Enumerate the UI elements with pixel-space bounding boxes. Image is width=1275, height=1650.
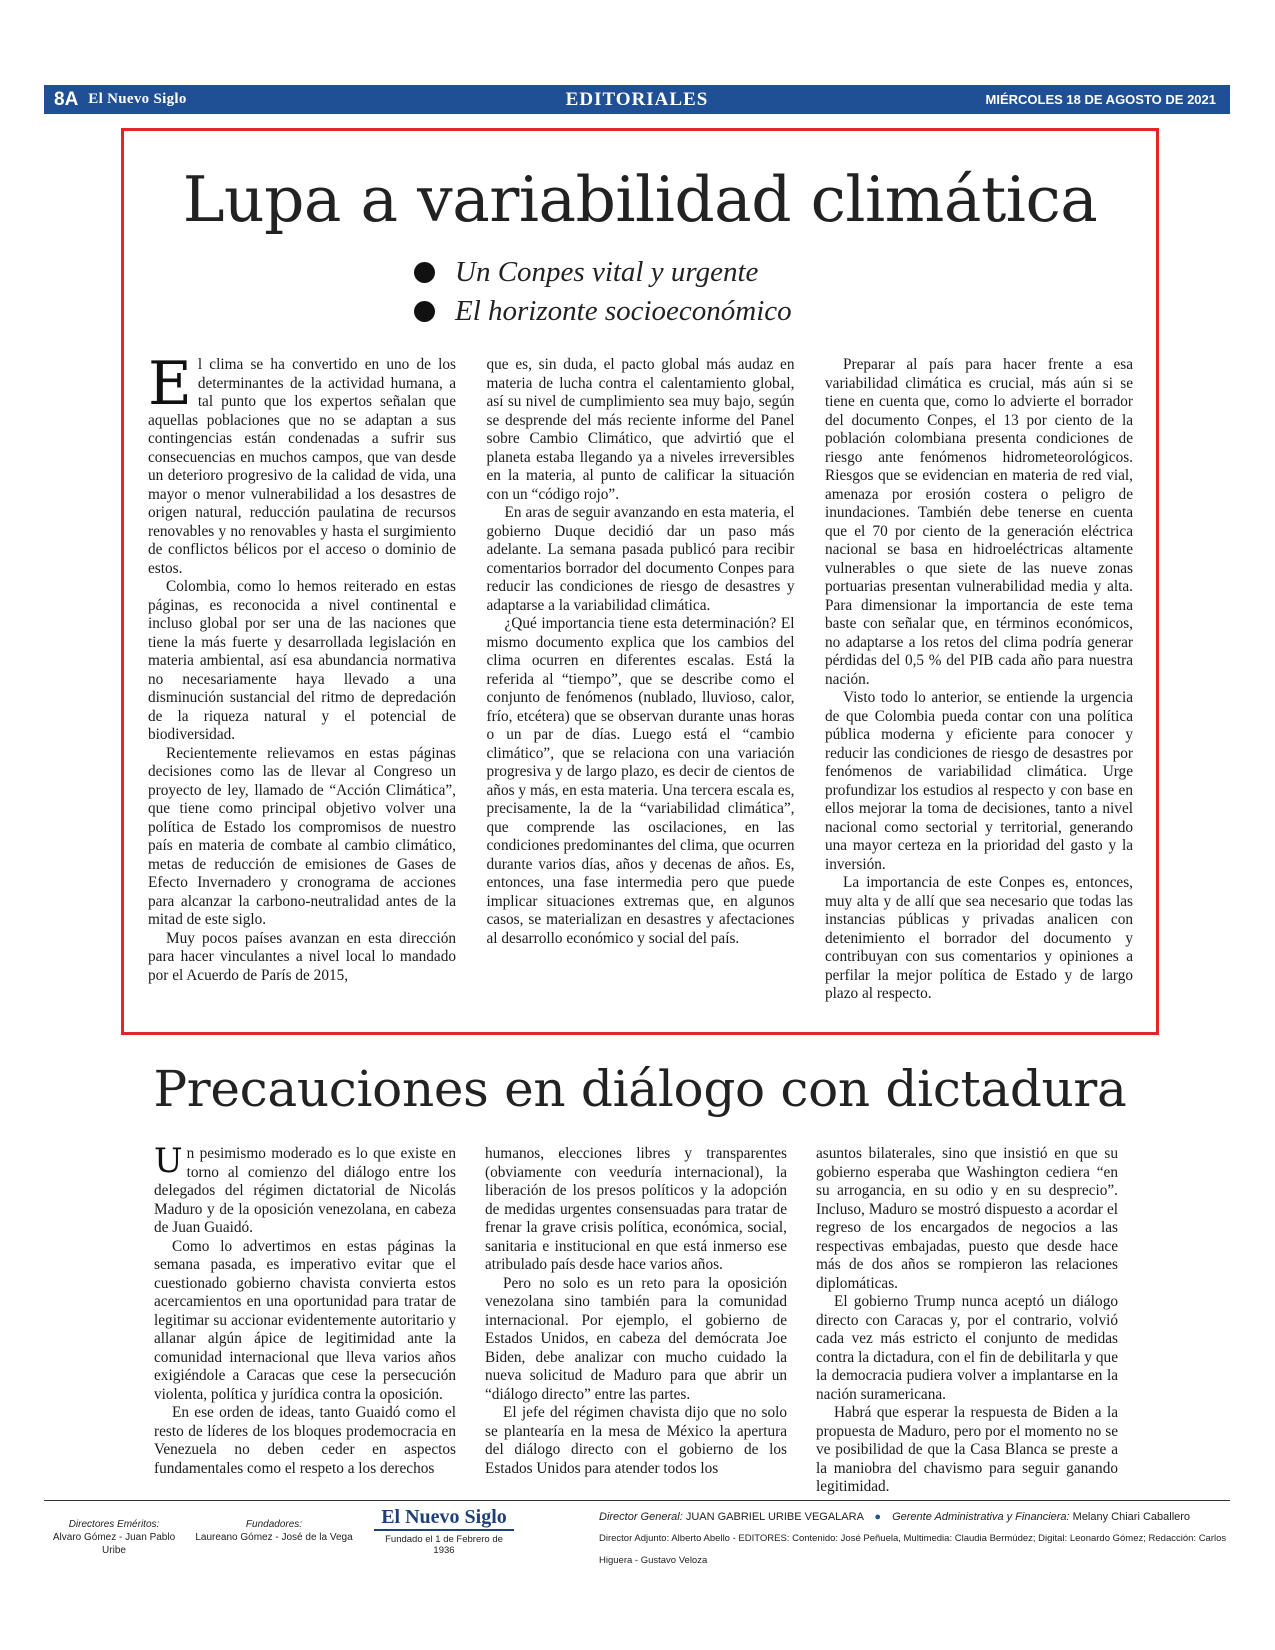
paragraph: que es, sin duda, el pacto global más audaz en materia de lucha contra el calentamiento global, así su nivel de cumplimiento sea muy bajo, según se desprende del más reciente informe del Panel sobre Cambio Climático, que advirtió que el planeta estaba llegando ya a niveles irreversibles en la materia, al punto de calificar la situación con un “código rojo”. — [486, 356, 795, 503]
drop-cap: E — [148, 349, 192, 419]
editorial-climate-box — [121, 128, 1159, 1035]
newspaper-brand: El Nuevo Siglo — [88, 91, 187, 107]
bullet-dot-icon: ● — [874, 1511, 882, 1523]
paragraph: En ese orden de ideas, tanto Guaidó como el resto de líderes de los bloques prodemocracia en Venezuela no deben ceder en aspectos fundamentales como el respeto a los derechos — [154, 1404, 456, 1477]
subhead-item: El horizonte socioeconómico — [414, 292, 792, 331]
paragraph: Preparar al país para hacer frente a esa variabilidad climática es crucial, más aún si se tiene en cuenta que, como lo advierte el borrador del documento Conpes, el 13 por ciento de la población colombiana presenta condiciones de riesgo ante fenómenos hidrometeorológicos. Riesgos que se evidencian en materia de red vial, amenaza por erosión costera o peligro de inundaciones. También debe tenerse en cuenta que el 70 por ciento de la generación eléctrica nacional se basa en hidroeléctricas altamente vulnerables o que siete de las nueve zonas portuarias presentan vulnerabilidad media y alta. Para dimensionar la importancia de este tema baste con señalar que, en términos económicos, no adaptarse a los retos del clima podría generar pérdidas del 0,5 % del PIB cada año para nuestra nación. — [825, 356, 1133, 688]
paragraph: Colombia, como lo hemos reiterado en estas páginas, es reconocida a nivel continental e incluso global por ser una de las naciones que tiene la más fuerte y desarrollada legislación en materia ambiental, así esa abundancia normativa no necesariamente haya llevado a una disminución sustancial del ritmo de depredación de la riqueza natural y el potencial de biodiversidad. — [148, 578, 456, 743]
paragraph: El gobierno Trump nunca aceptó un diálogo directo con Caracas y, por el contrario, volvió cada vez más estricto el conjunto de medidas contra la dictadura, con el fin de debilitarla y que la democracia pudiera volver a implantarse en la nación suramericana. — [816, 1293, 1118, 1403]
staff-credits: Director General: JUAN GABRIEL URIBE VEGALARA ● Gerente Administrativa y Financiera: Melany Chiari Caballero Director Adjunto: Alberto Abello - EDITORES: Contenido: José Peñuela, Multimedia: Claudia Bermúdez; Digital: Leonardo Gómez; Redacción: Carlos Higuera - Gustavo Veloza — [599, 1511, 1227, 1566]
paragraph: Un pesimismo moderado es lo que existe en torno al comienzo del diálogo entre los delegados del régimen dictatorial de Nicolás Maduro y de la oposición venezolana, en cabeza de Juan Guaidó. — [154, 1141, 456, 1236]
footer-divider — [44, 1500, 1230, 1501]
editorial-body — [148, 349, 1133, 1024]
text-column-3 — [816, 1145, 1118, 1495]
text-column-2 — [485, 1145, 787, 1485]
paragraph: Recientemente relievamos en estas páginas decisiones como las de llevar al Congreso un proyecto de ley, llamado de “Acción Climática”, que tiene como principal objetivo volver una política de Estado los compromisos de nuestro país en materia de combate al cambio climático, metas de reducción de emisiones de Gases de Efecto Invernadero y cronograma de acciones para alcanzar la carbono-neutralidad antes de la mitad de este siglo. — [148, 744, 456, 928]
subhead-item: Un Conpes vital y urgente — [414, 253, 792, 292]
paragraph: Como lo advertimos en estas páginas la semana pasada, es imperativo evitar que el cuestionado gobierno chavista convierta estos acercamientos en una oportunidad para tratar de legitimar su accionar evidentemente autoritario y allanar algún ápice de legitimidad ante la comunidad internacional que lleva varios años exigiéndole a Caracas que cese la persecución violenta, política y jurídica contra la oposición. — [154, 1237, 456, 1403]
paragraph: Habrá que esperar la respuesta de Biden a la propuesta de Maduro, pero por el momento no se ve posibilidad de que la Casa Blanca se preste a la maniobra del chavismo para seguir ganando legitimidad. — [816, 1404, 1118, 1495]
newspaper-logo: El Nuevo Siglo Fundado el 1 de Febrero de 1936 — [374, 1506, 514, 1556]
paragraph: Pero no solo es un reto para la oposición venezolana sino también para la comunidad internacional. Por ejemplo, el gobierno de Estados Unidos, en cabeza del demócrata Joe Biden, debe analizar con mucho cuidado la nueva solicitud de Maduro para que abrir un “diálogo directo” entre las partes. — [485, 1274, 787, 1403]
editorial-title: Precauciones en diálogo con dictadura — [153, 1060, 1127, 1118]
bullet-dot-icon — [414, 262, 435, 283]
paragraph: El jefe del régimen chavista dijo que no solo se plantearía en la mesa de México la apertura del diálogo directo con el gobierno de los Estados Unidos para atender todos los — [485, 1404, 787, 1477]
editorial-body — [154, 1141, 1118, 1495]
drop-cap: U — [154, 1141, 183, 1181]
paragraph: La importancia de este Conpes es, entonces, muy alta y de allí que sea necesario que todas las instancias públicas y privadas analicen con detenimiento el borrador del documento y contribuyan con sus comentarios y opiniones a perfilar la mejor política de Estado y de largo plazo al respecto. — [825, 874, 1133, 1002]
editorial-title: Lupa a variabilidad climática — [182, 163, 1098, 236]
editorial-subheads — [414, 253, 792, 331]
text-column-3 — [825, 356, 1133, 1024]
paragraph: En aras de seguir avanzando en esta materia, el gobierno Duque decidió dar un paso más adelante. La semana pasada publicó para recibir comentarios borrador del documento Conpes para reducir las condiciones de riesgo de desastres y adaptarse a la variabilidad climática. — [486, 504, 795, 614]
paragraph: humanos, elecciones libres y transparentes (obviamente con veeduría internacional), la liberación de los presos políticos y la adopción de medidas urgentes consensuadas para tratar de frenar la grave crisis política, económica, social, sanitaria e institucional en que está inmerso ese atribulado país desde hace varios años. — [485, 1145, 787, 1273]
text-column-2 — [487, 356, 795, 1024]
page-header-bar — [44, 85, 1230, 114]
page-number: 8A — [54, 88, 79, 110]
paragraph: ¿Qué importancia tiene esta determinación? El mismo documento explica que los cambios del clima ocurren en diferentes escalas. Está la referida al “tiempo”, que se describe como el conjunto de fenómenos (nublado, lluvioso, calor, frío, etcétera) que se observan durante unas horas o un par de días. Luego está el “cambio climático”, que se relaciona con una variación progresiva y de largo plazo, es decir de cientos de años y más, en esta materia. Una tercera escala es, precisamente, la de la “variabilidad climática”, que comprende las oscilaciones, en las condiciones predominantes del clima, que ocurren durante varios días, años y decenas de años. Es, entonces, una fase intermedia pero que puede implicar situaciones extremas que, en algunos casos, se materializan en desastres y afectaciones al desarrollo económico y social del país. — [486, 615, 795, 947]
paragraph: Visto todo lo anterior, se entiende la urgencia de que Colombia pueda contar con una política pública moderna y eficiente para conocer y reducir las condiciones de riesgo de desastres por fenómenos de variabilidad climática. Urge profundizar los estudios al respecto y con base en ellos mejorar la toma de decisiones, tanto a nivel nacional como sectorial y territorial, generando una mayor certeza en la prioridad del gasto y la inversión. — [825, 689, 1133, 873]
issue-date: MIÉRCOLES 18 DE AGOSTO DE 2021 — [985, 92, 1216, 107]
text-column-1 — [148, 349, 456, 1024]
masthead-footer — [44, 1506, 1230, 1566]
paragraph: asuntos bilaterales, sino que insistió en que su gobierno esperaba que Washington cediera “en su arrogancia, en su odio y en su desprecio”. Incluso, Maduro se mostró dispuesto a acordar el regreso de los encargados de negocios a las respectivas embajadas, puesto que desde hace más de dos años se rompieron las relaciones diplomáticas. — [816, 1145, 1118, 1292]
text-column-1 — [154, 1141, 456, 1485]
founders: Fundadores: Laureano Gómez - José de la Vega — [195, 1519, 353, 1543]
emeritus-directors: Directores Eméritos: Alvaro Gómez - Juan Pablo Uribe — [52, 1519, 176, 1556]
section-title: EDITORIALES — [565, 88, 709, 110]
paragraph: Muy pocos países avanzan en esta dirección para hacer vinculantes a nivel local lo mandado por el Acuerdo de París de 2015, — [148, 929, 456, 984]
paragraph: El clima se ha convertido en uno de los determinantes de la actividad humana, a tal punto que los expertos señalan que aquellas poblaciones que no se adaptan a sus contingencias están condenadas a sufrir sus consecuencias en muchos campos, que van desde un deterioro progresivo de la calidad de vida, una mayor o menor vulnerabilidad a los desastres de origen natural, reducción paulatina de recursos renovables y no renovables y hasta el surgimiento de conflictos bélicos por el acceso o dominio de estos. — [148, 349, 456, 577]
bullet-dot-icon — [414, 301, 435, 322]
